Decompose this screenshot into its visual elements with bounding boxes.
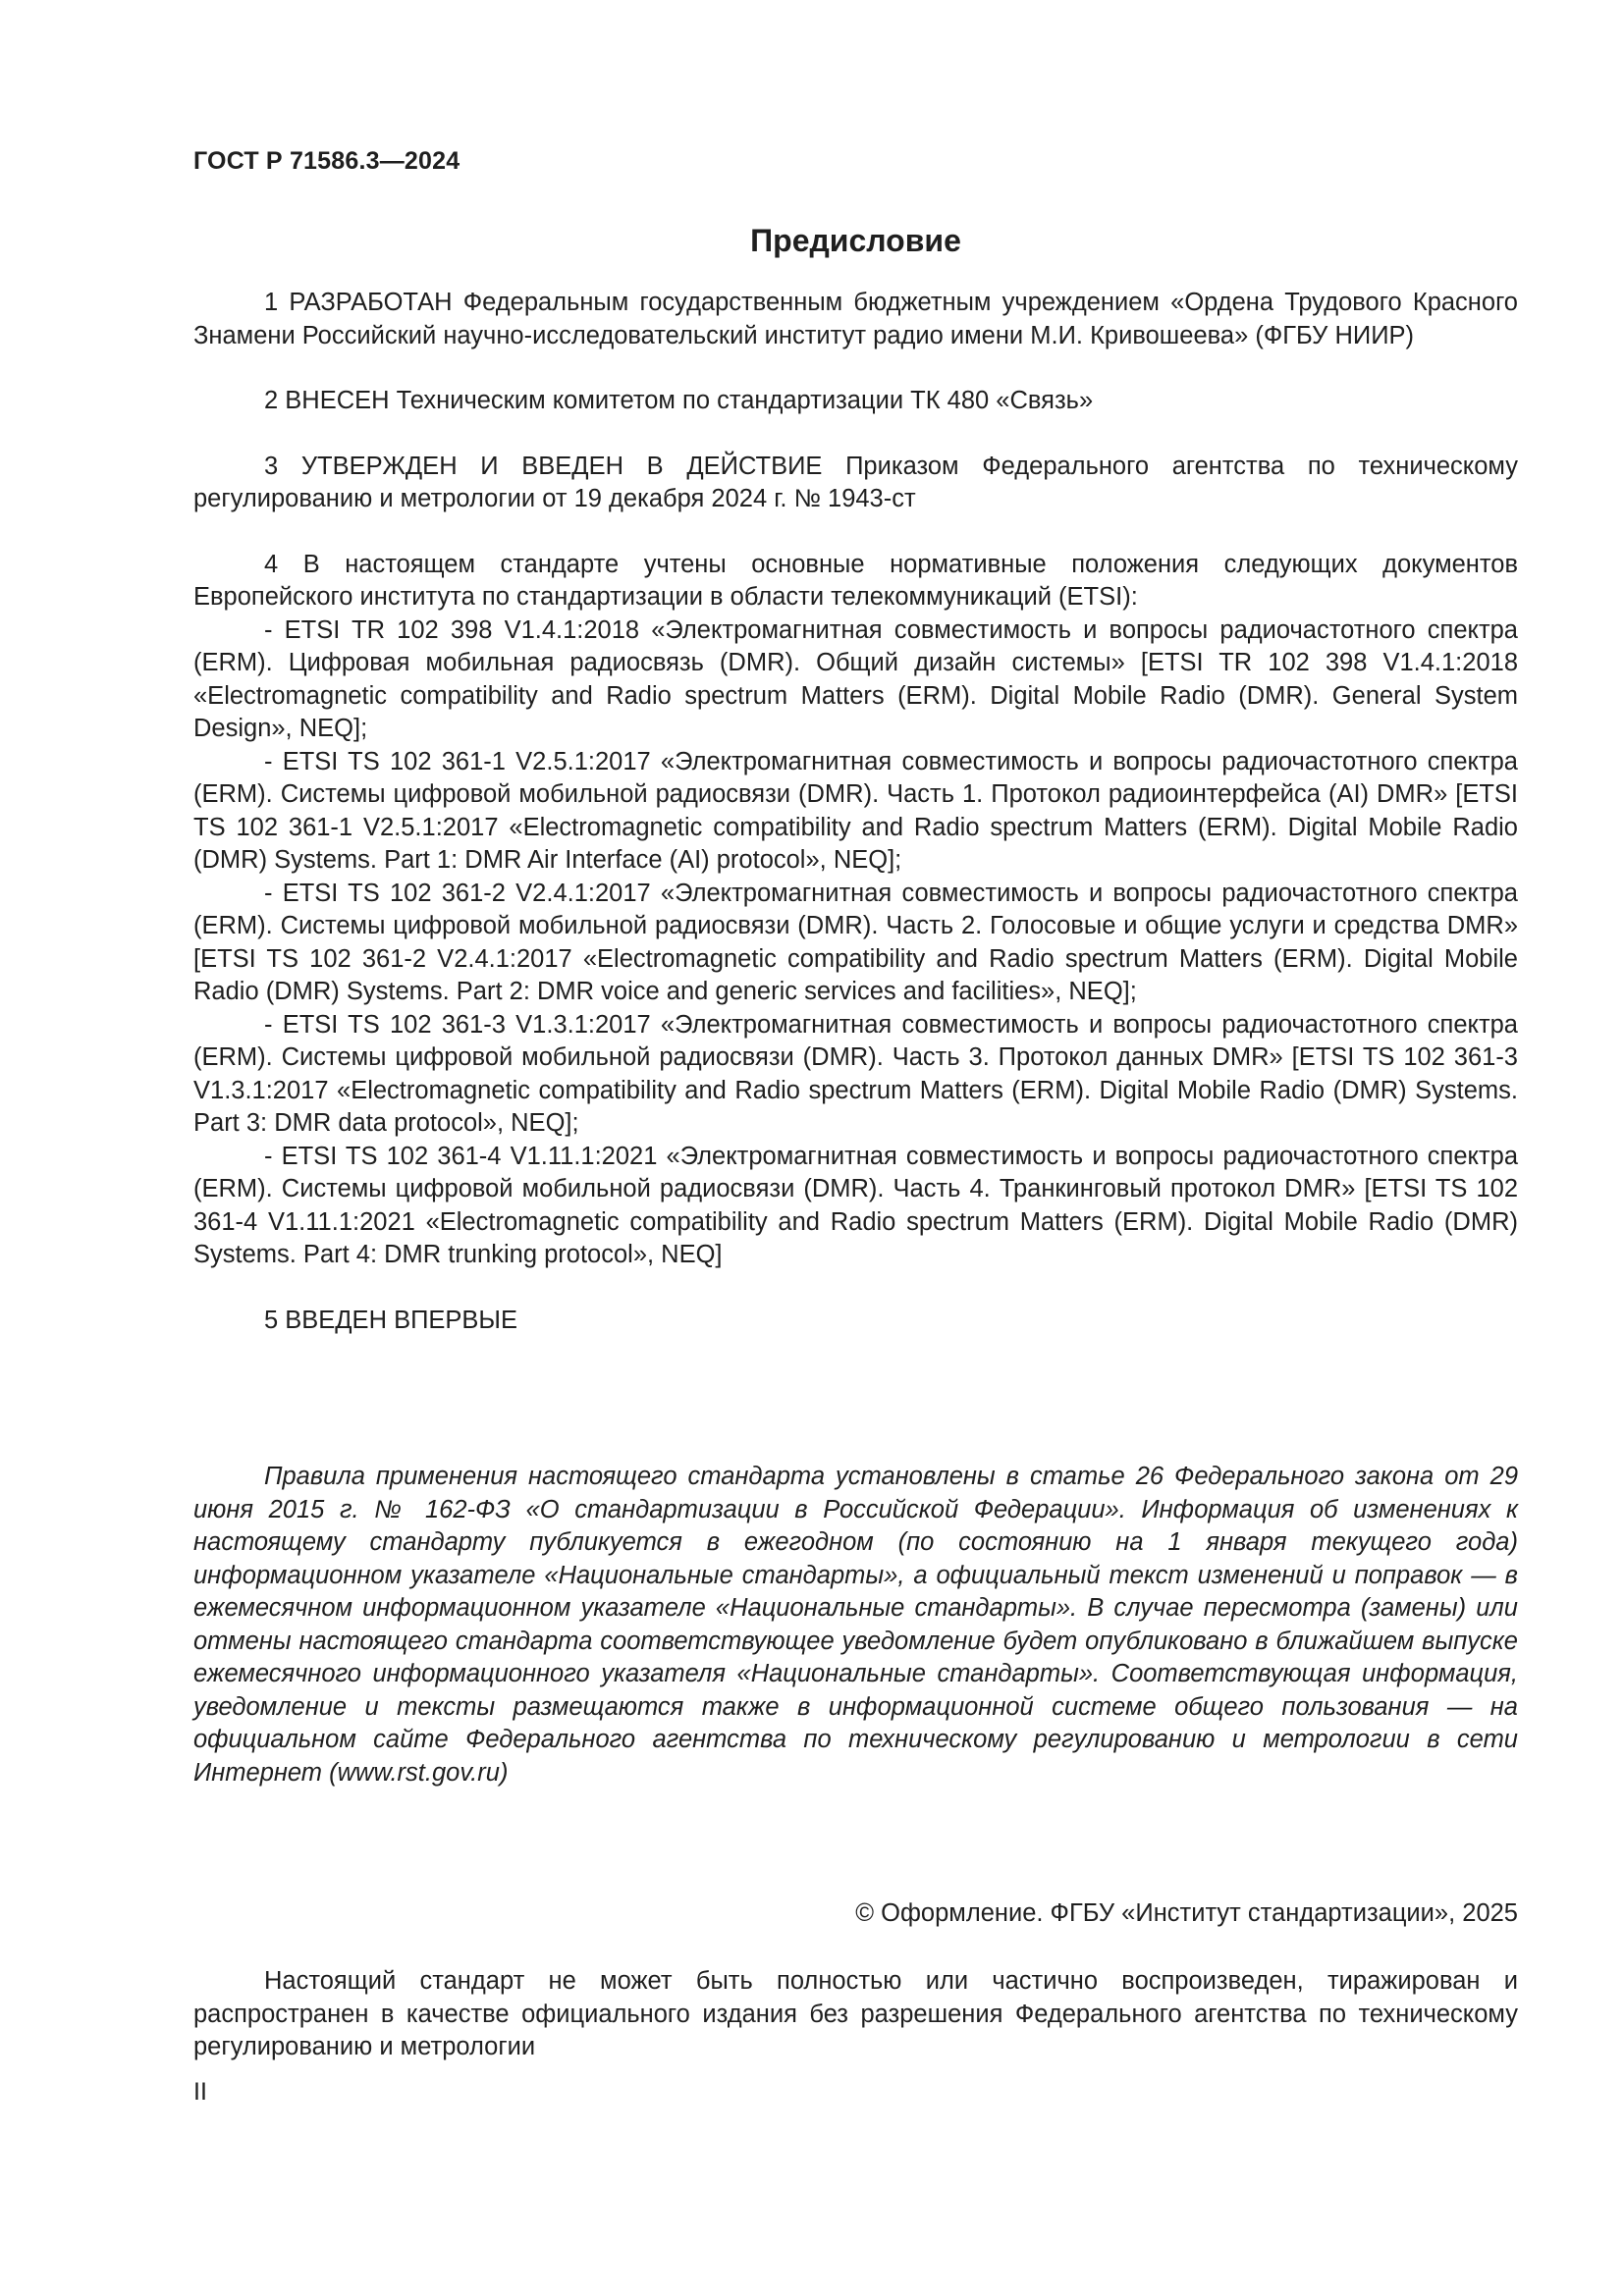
etsi-list-item: - ETSI TR 102 398 V1.4.1:2018 «Электромагнитная совместимость и вопросы радиочастотного спектра (ERM). Цифровая мобильная радиосвязь (DMR). Общий дизайн системы» [ETSI TR 102 398 V1.4.1:2018 «Electromagnetic compatibility and Radio spectrum Matters (ERM). Digital Mobile Radio (DMR). General System Design», NEQ]; bbox=[193, 615, 1518, 742]
copyright-line: © Оформление. ФГБУ «Институт стандартизации», 2025 bbox=[855, 1899, 1518, 1927]
paragraph-developer: 1 РАЗРАБОТАН Федеральным государственным бюджетным учреждением «Ордена Трудового Красного Знамени Российский научно-исследовательский институт радио имени М.И. Кривошеева» (ФГБУ НИИР) bbox=[193, 289, 1518, 349]
etsi-list-item: - ETSI TS 102 361-1 V2.5.1:2017 «Электромагнитная совместимость и вопросы радиочастотного спектра (ERM). Системы цифровой мобильной радиосвязи (DMR). Часть 1. Протокол радиоинтерфейса (AI) DMR» [ETSI TS 102 361-1 V2.5.1:2017 «Electromagnetic compatibility and Radio spectrum Matters (ERM). Digital Mobile Radio (DMR) Systems. Part 1: DMR Air Interface (AI) protocol», NEQ]; bbox=[193, 747, 1518, 874]
paragraph-first-introduced: 5 ВВЕДЕН ВПЕРВЫЕ bbox=[264, 1306, 518, 1334]
standard-id-header: ГОСТ Р 71586.3—2024 bbox=[193, 147, 460, 175]
reproduction-notice: Настоящий стандарт не может быть полностью или частично воспроизведен, тиражирован и распространен в качестве официального издания без разрешения Федерального агентства по техническому регулированию и метрологии bbox=[193, 1967, 1518, 2060]
etsi-list-item: - ETSI TS 102 361-4 V1.11.1:2021 «Электромагнитная совместимость и вопросы радиочастотного спектра (ERM). Системы цифровой мобильной радиосвязи (DMR). Часть 4. Транкинговый протокол DMR» [ETSI TS 102 361-4 V1.11.1:2021 «Electromagnetic compatibility and Radio spectrum Matters (ERM). Digital Mobile Radio (DMR) Systems. Part 4: DMR trunking protocol», NEQ] bbox=[193, 1142, 1518, 1268]
rules-of-application-note: Правила применения настоящего стандарта установлены в статье 26 Федерального закона от 29 июня 2015 г. № 162-ФЗ «О стандартизации в Российской Федерации». Информация об изменениях к настоящему стандарту публикуется в ежегодном (по состоянию на 1 января текущего года) информационном указателе «Национальные стандарты», а официальный текст изменений и поправок — в ежемесячном информационном указателе «Национальные стандарты». В случае пересмотра (замены) или отмены настоящего стандарта соответствующее уведомление будет опубликовано в ближайшем выпуске ежемесячного информационного указателя «Национальные стандарты». Соответствующая информация, уведомление и тексты размещаются также в информационной системе общего пользования — на официальном сайте Федерального агентства по техническому регулированию и метрологии в сети Интернет (www.rst.gov.ru) bbox=[193, 1463, 1518, 1787]
paragraph-introduced-by: 2 ВНЕСЕН Техническим комитетом по стандартизации ТК 480 «Связь» bbox=[264, 387, 1094, 414]
page-title: Предисловие bbox=[750, 223, 961, 258]
paragraph-etsi-intro: 4 В настоящем стандарте учтены основные нормативные положения следующих документов Европейского института по стандартизации в области телекоммуникаций (ETSI): bbox=[193, 550, 1518, 611]
paragraph-approved: 3 УТВЕРЖДЕН И ВВЕДЕН В ДЕЙСТВИЕ Приказом Федерального агентства по техническому регулированию и метрологии от 19 декабря 2024 г. № 1943-ст bbox=[193, 452, 1518, 512]
preface-body bbox=[193, 287, 1518, 1337]
page-number: II bbox=[193, 2078, 207, 2106]
etsi-list-item: - ETSI TS 102 361-3 V1.3.1:2017 «Электромагнитная совместимость и вопросы радиочастотного спектра (ERM). Системы цифровой мобильной радиосвязи (DMR). Часть 3. Протокол данных DMR» [ETSI TS 102 361-3 V1.3.1:2017 «Electromagnetic compatibility and Radio spectrum Matters (ERM). Digital Mobile Radio (DMR) Systems. Part 3: DMR data protocol», NEQ]; bbox=[193, 1010, 1518, 1137]
etsi-list-item: - ETSI TS 102 361-2 V2.4.1:2017 «Электромагнитная совместимость и вопросы радиочастотного спектра (ERM). Системы цифровой мобильной радиосвязи (DMR). Часть 2. Голосовые и общие услуги и средства DMR» [ETSI TS 102 361-2 V2.4.1:2017 «Electromagnetic compatibility and Radio spectrum Matters (ERM). Digital Mobile Radio (DMR) Systems. Part 2: DMR voice and generic services and facilities», NEQ]; bbox=[193, 879, 1518, 1005]
